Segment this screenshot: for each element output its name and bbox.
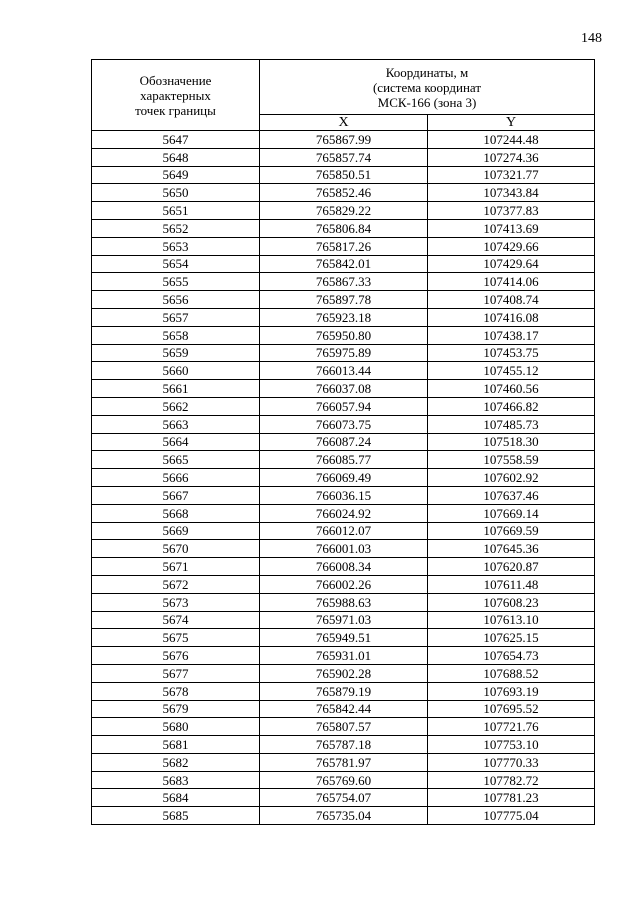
y-coordinate-cell: 107602.92 xyxy=(428,469,595,487)
x-coordinate-cell: 766057.94 xyxy=(260,397,428,415)
y-column-header: Y xyxy=(428,115,595,131)
x-coordinate-cell: 765787.18 xyxy=(260,736,428,754)
table-row xyxy=(92,273,595,291)
y-coordinate-cell: 107637.46 xyxy=(428,486,595,504)
y-coordinate-cell: 107455.12 xyxy=(428,362,595,380)
coordinates-table xyxy=(91,59,595,825)
table-row xyxy=(92,202,595,220)
y-coordinate-cell: 107274.36 xyxy=(428,148,595,166)
point-id-cell: 5678 xyxy=(92,682,260,700)
table-header xyxy=(92,60,595,131)
x-coordinate-cell: 766001.03 xyxy=(260,540,428,558)
table-row xyxy=(92,308,595,326)
x-coordinate-cell: 765867.33 xyxy=(260,273,428,291)
table-row xyxy=(92,540,595,558)
point-id-cell: 5684 xyxy=(92,789,260,807)
table-row xyxy=(92,736,595,754)
point-id-cell: 5654 xyxy=(92,255,260,273)
point-id-cell: 5663 xyxy=(92,415,260,433)
y-coordinate-cell: 107416.08 xyxy=(428,308,595,326)
table-row xyxy=(92,469,595,487)
point-id-cell: 5679 xyxy=(92,700,260,718)
x-coordinate-cell: 765857.74 xyxy=(260,148,428,166)
x-coordinate-cell: 765806.84 xyxy=(260,219,428,237)
table-row xyxy=(92,664,595,682)
y-coordinate-cell: 107613.10 xyxy=(428,611,595,629)
x-coordinate-cell: 765842.44 xyxy=(260,700,428,718)
x-coordinate-cell: 766073.75 xyxy=(260,415,428,433)
table-row xyxy=(92,291,595,309)
y-coordinate-cell: 107558.59 xyxy=(428,451,595,469)
point-id-cell: 5671 xyxy=(92,558,260,576)
point-id-cell: 5647 xyxy=(92,131,260,149)
table-row xyxy=(92,718,595,736)
table-row xyxy=(92,131,595,149)
x-coordinate-cell: 766069.49 xyxy=(260,469,428,487)
point-id-cell: 5651 xyxy=(92,202,260,220)
x-coordinate-cell: 765971.03 xyxy=(260,611,428,629)
y-coordinate-cell: 107695.52 xyxy=(428,700,595,718)
x-coordinate-cell: 765769.60 xyxy=(260,771,428,789)
table-row xyxy=(92,593,595,611)
coordinates-label-line: (система координат xyxy=(372,79,482,95)
table-row xyxy=(92,647,595,665)
y-coordinate-cell: 107770.33 xyxy=(428,753,595,771)
x-coordinate-cell: 765817.26 xyxy=(260,237,428,255)
y-coordinate-cell: 107453.75 xyxy=(428,344,595,362)
x-coordinate-cell: 765807.57 xyxy=(260,718,428,736)
point-id-cell: 5677 xyxy=(92,664,260,682)
point-id-cell: 5681 xyxy=(92,736,260,754)
table-row xyxy=(92,682,595,700)
table-row xyxy=(92,522,595,540)
table-row xyxy=(92,700,595,718)
x-coordinate-cell: 765829.22 xyxy=(260,202,428,220)
table-row xyxy=(92,326,595,344)
x-coordinate-cell: 765902.28 xyxy=(260,664,428,682)
y-coordinate-cell: 107782.72 xyxy=(428,771,595,789)
x-coordinate-cell: 765781.97 xyxy=(260,753,428,771)
table-row xyxy=(92,771,595,789)
x-coordinate-cell: 765852.46 xyxy=(260,184,428,202)
point-id-cell: 5669 xyxy=(92,522,260,540)
point-id-cell: 5680 xyxy=(92,718,260,736)
y-coordinate-cell: 107466.82 xyxy=(428,397,595,415)
y-coordinate-cell: 107429.64 xyxy=(428,255,595,273)
table-row xyxy=(92,611,595,629)
x-coordinate-cell: 765867.99 xyxy=(260,131,428,149)
x-coordinate-cell: 766013.44 xyxy=(260,362,428,380)
point-id-cell: 5652 xyxy=(92,219,260,237)
point-id-cell: 5672 xyxy=(92,575,260,593)
point-id-cell: 5674 xyxy=(92,611,260,629)
x-coordinate-cell: 766037.08 xyxy=(260,380,428,398)
point-id-cell: 5655 xyxy=(92,273,260,291)
y-coordinate-cell: 107518.30 xyxy=(428,433,595,451)
point-label-header xyxy=(92,60,260,131)
point-label-line: характерных xyxy=(140,87,211,103)
point-id-cell: 5657 xyxy=(92,308,260,326)
x-coordinate-cell: 766002.26 xyxy=(260,575,428,593)
y-coordinate-cell: 107654.73 xyxy=(428,647,595,665)
table-row xyxy=(92,184,595,202)
point-id-cell: 5668 xyxy=(92,504,260,522)
point-id-cell: 5656 xyxy=(92,291,260,309)
table-row xyxy=(92,166,595,184)
point-id-cell: 5685 xyxy=(92,807,260,825)
x-coordinate-cell: 766087.24 xyxy=(260,433,428,451)
table-row xyxy=(92,789,595,807)
coordinates-header xyxy=(260,60,595,115)
y-coordinate-cell: 107608.23 xyxy=(428,593,595,611)
x-coordinate-cell: 765754.07 xyxy=(260,789,428,807)
y-coordinate-cell: 107721.76 xyxy=(428,718,595,736)
page-number: 148 xyxy=(581,31,602,46)
point-label-line: точек границы xyxy=(135,102,216,118)
y-coordinate-cell: 107775.04 xyxy=(428,807,595,825)
x-coordinate-cell: 766012.07 xyxy=(260,522,428,540)
table-row xyxy=(92,219,595,237)
table-row xyxy=(92,504,595,522)
x-coordinate-cell: 765879.19 xyxy=(260,682,428,700)
table-row xyxy=(92,807,595,825)
point-label-line: Обозначение xyxy=(139,72,212,88)
table-row xyxy=(92,148,595,166)
y-coordinate-cell: 107620.87 xyxy=(428,558,595,576)
y-coordinate-cell: 107485.73 xyxy=(428,415,595,433)
y-coordinate-cell: 107688.52 xyxy=(428,664,595,682)
x-coordinate-cell: 765897.78 xyxy=(260,291,428,309)
point-id-cell: 5676 xyxy=(92,647,260,665)
point-id-cell: 5659 xyxy=(92,344,260,362)
point-id-cell: 5667 xyxy=(92,486,260,504)
x-coordinate-cell: 766008.34 xyxy=(260,558,428,576)
table-row xyxy=(92,397,595,415)
table-row xyxy=(92,558,595,576)
x-coordinate-cell: 765842.01 xyxy=(260,255,428,273)
table-row xyxy=(92,415,595,433)
point-id-cell: 5658 xyxy=(92,326,260,344)
point-id-cell: 5650 xyxy=(92,184,260,202)
table-row xyxy=(92,362,595,380)
table-row xyxy=(92,753,595,771)
coordinates-label-line: МСК-166 (зона 3) xyxy=(377,94,477,110)
y-coordinate-cell: 107414.06 xyxy=(428,273,595,291)
table-row xyxy=(92,486,595,504)
coordinates-label-line: Координаты, м xyxy=(385,64,469,80)
y-coordinate-cell: 107321.77 xyxy=(428,166,595,184)
point-id-cell: 5662 xyxy=(92,397,260,415)
point-id-cell: 5670 xyxy=(92,540,260,558)
y-coordinate-cell: 107645.36 xyxy=(428,540,595,558)
table-row xyxy=(92,451,595,469)
y-coordinate-cell: 107429.66 xyxy=(428,237,595,255)
y-coordinate-cell: 107413.69 xyxy=(428,219,595,237)
y-coordinate-cell: 107438.17 xyxy=(428,326,595,344)
x-coordinate-cell: 765950.80 xyxy=(260,326,428,344)
x-coordinate-cell: 765735.04 xyxy=(260,807,428,825)
table-body xyxy=(92,131,595,825)
x-coordinate-cell: 765975.89 xyxy=(260,344,428,362)
y-coordinate-cell: 107343.84 xyxy=(428,184,595,202)
table-row xyxy=(92,344,595,362)
point-id-cell: 5648 xyxy=(92,148,260,166)
y-coordinate-cell: 107693.19 xyxy=(428,682,595,700)
y-coordinate-cell: 107408.74 xyxy=(428,291,595,309)
y-coordinate-cell: 107669.14 xyxy=(428,504,595,522)
x-coordinate-cell: 765988.63 xyxy=(260,593,428,611)
table-row xyxy=(92,433,595,451)
point-id-cell: 5660 xyxy=(92,362,260,380)
point-id-cell: 5661 xyxy=(92,380,260,398)
point-id-cell: 5665 xyxy=(92,451,260,469)
x-coordinate-cell: 766024.92 xyxy=(260,504,428,522)
y-coordinate-cell: 107460.56 xyxy=(428,380,595,398)
table-row xyxy=(92,629,595,647)
table-row xyxy=(92,237,595,255)
y-coordinate-cell: 107611.48 xyxy=(428,575,595,593)
y-coordinate-cell: 107244.48 xyxy=(428,131,595,149)
point-id-cell: 5673 xyxy=(92,593,260,611)
point-id-cell: 5682 xyxy=(92,753,260,771)
x-coordinate-cell: 766085.77 xyxy=(260,451,428,469)
point-id-cell: 5649 xyxy=(92,166,260,184)
x-coordinate-cell: 766036.15 xyxy=(260,486,428,504)
point-id-cell: 5675 xyxy=(92,629,260,647)
table-row xyxy=(92,380,595,398)
x-coordinate-cell: 765923.18 xyxy=(260,308,428,326)
table-row xyxy=(92,575,595,593)
y-coordinate-cell: 107669.59 xyxy=(428,522,595,540)
y-coordinate-cell: 107625.15 xyxy=(428,629,595,647)
point-id-cell: 5653 xyxy=(92,237,260,255)
x-column-header: X xyxy=(260,115,428,131)
point-id-cell: 5666 xyxy=(92,469,260,487)
x-coordinate-cell: 765931.01 xyxy=(260,647,428,665)
x-coordinate-cell: 765850.51 xyxy=(260,166,428,184)
x-coordinate-cell: 765949.51 xyxy=(260,629,428,647)
y-coordinate-cell: 107781.23 xyxy=(428,789,595,807)
point-id-cell: 5664 xyxy=(92,433,260,451)
table-row xyxy=(92,255,595,273)
point-id-cell: 5683 xyxy=(92,771,260,789)
y-coordinate-cell: 107377.83 xyxy=(428,202,595,220)
y-coordinate-cell: 107753.10 xyxy=(428,736,595,754)
